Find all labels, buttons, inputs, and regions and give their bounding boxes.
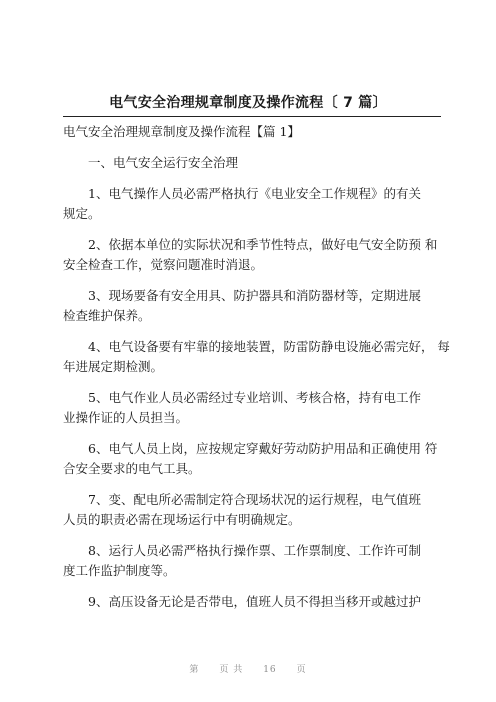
list-item (63, 439, 441, 479)
section-heading: 电气安全治理规章制度及操作流程【篇 1】 (63, 124, 300, 139)
document-title: 电气安全治理规章制度及操作流程〔 7 篇〕 (109, 95, 387, 111)
item-line-1: 9、高压设备无论是否带电，值班人员不得担当移开或越过护 (88, 594, 421, 609)
document-body (63, 122, 450, 623)
item-line-1: 5、电气作业人员必需经过专业培训、考核合格，持有电工作 (88, 390, 421, 405)
list-item (63, 337, 450, 377)
item-line-1: 1、电气操作人员必需严格执行《电业安全工作规程》的有关 (88, 186, 421, 201)
item-line-1: 7、变、配电所必需制定符合现场状况的运行规程，电气值班 (88, 492, 421, 507)
footer-page-suffix: 页 (296, 665, 307, 675)
item-line-1: 8、运行人员必需严格执行操作票、工作票制度、工作许可制 (88, 543, 421, 558)
footer-page-prefix: 第 (189, 665, 200, 675)
list-item (63, 541, 441, 581)
item-line-2: 度工作监护制度等。 (63, 563, 176, 578)
item-line-2: 合安全要求的电气工具。 (63, 461, 201, 476)
list-item (63, 388, 441, 428)
list-item (63, 490, 441, 530)
item-line-2: 人员的职责必需在现场运行中有明确规定。 (63, 512, 301, 527)
item-line-2: 规定。 (63, 206, 101, 221)
subsection-heading: 一、电气安全运行安全治理 (88, 155, 239, 170)
list-item (63, 592, 441, 612)
title-divider (63, 116, 441, 117)
item-line-2: 业操作证的人员担当。 (63, 410, 189, 425)
footer-page-middle: 页 共 (219, 665, 244, 675)
list-item (63, 184, 441, 224)
item-line-1: 4、电气设备要有牢靠的接地装置，防雷防静电设施必需完好， 每 (88, 339, 450, 354)
page-footer (0, 662, 496, 675)
item-line-2: 年进展定期检测。 (63, 359, 164, 374)
item-line-2: 安全检查工作，觉察问题准时消退。 (63, 257, 264, 272)
list-item (63, 235, 441, 275)
item-line-1: 2、依据本单位的实际状况和季节性特点，做好电气安全防预 和 (88, 237, 438, 252)
item-line-1: 6、电气人员上岗，应按规定穿戴好劳动防护用品和正确使用 符 (88, 441, 438, 456)
item-line-2: 检查维护保养。 (63, 308, 151, 323)
item-line-1: 3、现场要备有安全用具、防护器具和消防器材等，定期进展 (88, 288, 421, 303)
footer-page-total: 16 (263, 665, 277, 675)
list-item (63, 286, 441, 326)
